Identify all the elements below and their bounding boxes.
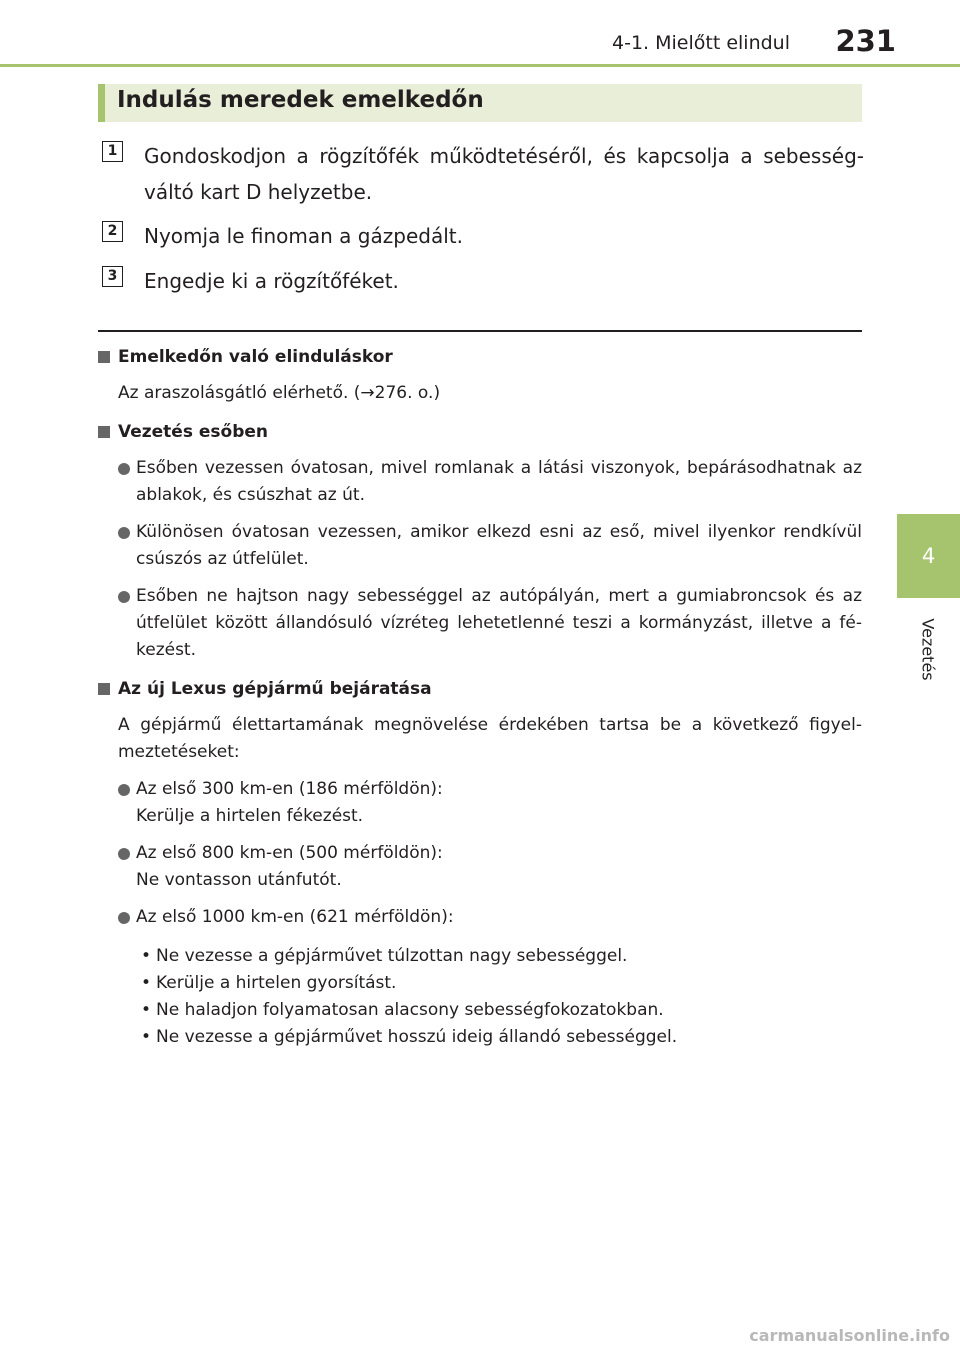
bullet-rain-1: Esőben vezessen óvatosan, mivel romlanak a látási viszonyok, bepárásodhatnak az ablakok, és csúszhat az út. — [98, 455, 862, 509]
bullet-break-in-1: Az első 300 km-en (186 mérföldön): Kerülje a hirtelen fékezést. — [98, 776, 862, 830]
chapter-tab-title — [897, 606, 960, 692]
bullet-dot-icon — [118, 784, 130, 796]
step-number-badge: 2 — [102, 221, 123, 242]
note-heading-rain: Vezetés esőben — [98, 419, 862, 445]
section-divider — [98, 330, 862, 332]
step-number-badge: 3 — [102, 266, 123, 287]
subitem-bullet-icon: • — [141, 973, 152, 993]
subitem-bullet-icon: • — [141, 946, 152, 966]
step-number-badge: 1 — [102, 141, 123, 162]
bullet-rain-2: Különösen óvatosan vezessen, amikor elkezd esni az eső, mivel ilyenkor rendkívül csúszós az útfelület. — [98, 519, 862, 573]
bullet-break-in-3: Az első 1000 km-en (621 mérföldön): — [98, 904, 862, 931]
step-text: Nyomja le finoman a gázpedált. — [144, 224, 463, 248]
header-section-path: 4-1. Mielőtt elindul — [612, 32, 790, 54]
bullet-dot-icon — [118, 527, 130, 539]
bullet-dot-icon — [118, 463, 130, 475]
bullet-dot-icon — [118, 912, 130, 924]
subitem-3: • Ne haladjon folyamatosan alacsony sebességfokozatokban. — [98, 997, 862, 1024]
note-text-uphill: Az araszolásgátló elérhető. (→276. o.) — [118, 383, 441, 403]
step-text: Gondoskodjon a rögzítőfék működtetéséről, és kapcsolja a sebesség-váltó kart D helyzetbe. — [144, 144, 864, 204]
subitem-4: • Ne vezesse a gépjárművet hosszú ideig állandó sebességgel. — [98, 1024, 862, 1051]
subitem-1: • Ne vezesse a gépjárművet túlzottan nagy sebességgel. — [98, 943, 862, 970]
note-heading-break-in: Az új Lexus gépjármű bejáratása — [98, 676, 862, 702]
note-text-break-in: A gépjármű élettartamának megnövelése érdekében tartsa be a következő figyel-meztetéseket: — [118, 715, 862, 762]
footer-watermark[interactable]: carmanualsonline.info — [749, 1326, 950, 1345]
header-rule — [0, 64, 960, 67]
bullet-dot-icon — [118, 591, 130, 603]
subitem-bullet-icon: • — [141, 1000, 152, 1020]
bullet-dot-icon — [118, 848, 130, 860]
bullet-break-in-2: Az első 800 km-en (500 mérföldön): Ne vontasson utánfutót. — [98, 840, 862, 894]
bullet-rain-3: Esőben ne hajtson nagy sebességgel az autópályán, mert a gumiabroncsok és az útfelület között állandósuló vízréteg lehetetlenné teszi a kormányzást, illetve a fé-kezést. — [98, 583, 862, 664]
section-title: Indulás meredek emelkedőn — [117, 87, 484, 113]
section-title-box — [98, 84, 862, 122]
subitem-bullet-icon: • — [141, 1027, 152, 1047]
step-text: Engedje ki a rögzítőféket. — [144, 269, 399, 293]
chapter-tab-title-text: Vezetés — [919, 617, 938, 681]
page-number: 231 — [835, 24, 896, 58]
chapter-tab-number[interactable]: 4 — [897, 514, 960, 598]
note-heading-uphill: Emelkedőn való elinduláskor — [98, 344, 862, 370]
subitem-2: • Kerülje a hirtelen gyorsítást. — [98, 970, 862, 997]
notes-block — [98, 344, 862, 1051]
